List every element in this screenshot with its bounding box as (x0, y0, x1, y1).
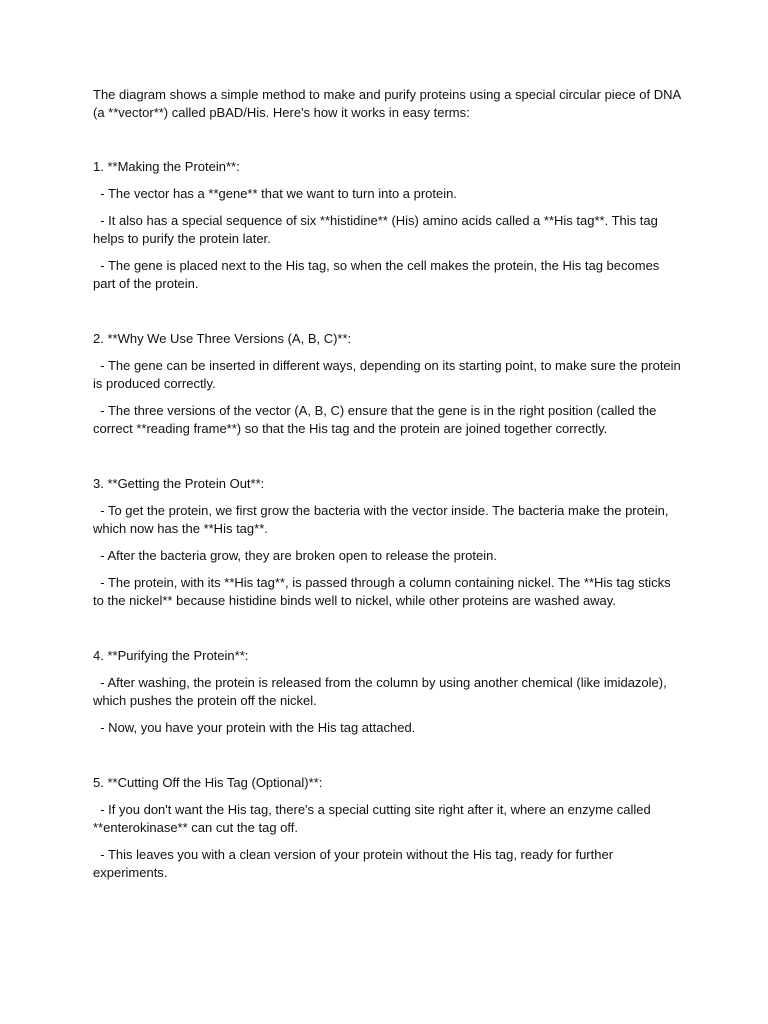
bullet-item: - The three versions of the vector (A, B, C) ensure that the gene is in the right position (called the correct **reading frame**) so that the His tag and the protein are joined together correctly. (93, 403, 661, 436)
section-heading: 2. **Why We Use Three Versions (A, B, C)**: (93, 331, 352, 346)
bullet-item: - Now, you have your protein with the His tag attached. (93, 720, 416, 735)
bullet-item: - After the bacteria grow, they are broken open to release the protein. (93, 548, 497, 563)
section-getting-protein-out (93, 475, 683, 610)
document-page (93, 86, 683, 882)
bullet-item: - The protein, with its **His tag**, is passed through a column containing nickel. The **His tag sticks to the nickel** because histidine binds well to nickel, while other proteins are washed away. (93, 575, 675, 608)
section-making-protein (93, 158, 683, 293)
section-heading: 5. **Cutting Off the His Tag (Optional)**: (93, 775, 323, 790)
section-heading: 3. **Getting the Protein Out**: (93, 476, 265, 491)
section-heading: 4. **Purifying the Protein**: (93, 648, 249, 663)
bullet-item: - The gene is placed next to the His tag, so when the cell makes the protein, the His tag becomes part of the protein. (93, 258, 663, 291)
bullet-item: - It also has a special sequence of six **histidine** (His) amino acids called a **His tag**. This tag helps to purify the protein later. (93, 213, 662, 246)
bullet-item: - If you don't want the His tag, there's a special cutting site right after it, where an enzyme called **enterokinase** can cut the tag off. (93, 802, 655, 835)
section-heading: 1. **Making the Protein**: (93, 159, 240, 174)
section-three-versions (93, 330, 683, 438)
section-cutting-his-tag (93, 774, 683, 882)
bullet-item: - After washing, the protein is released from the column by using another chemical (like imidazole), which pushes the protein off the nickel. (93, 675, 671, 708)
bullet-item: - To get the protein, we first grow the bacteria with the vector inside. The bacteria make the protein, which now has the **His tag**. (93, 503, 673, 536)
section-purifying-protein (93, 647, 683, 737)
intro-paragraph: The diagram shows a simple method to make and purify proteins using a special circular piece of DNA (a **vector**) called pBAD/His. Here's how it works in easy terms: (93, 87, 685, 120)
bullet-item: - The gene can be inserted in different ways, depending on its starting point, to make sure the protein is produced correctly. (93, 358, 685, 391)
bullet-item: - The vector has a **gene** that we want to turn into a protein. (93, 186, 457, 201)
bullet-item: - This leaves you with a clean version of your protein without the His tag, ready for further experiments. (93, 847, 617, 880)
